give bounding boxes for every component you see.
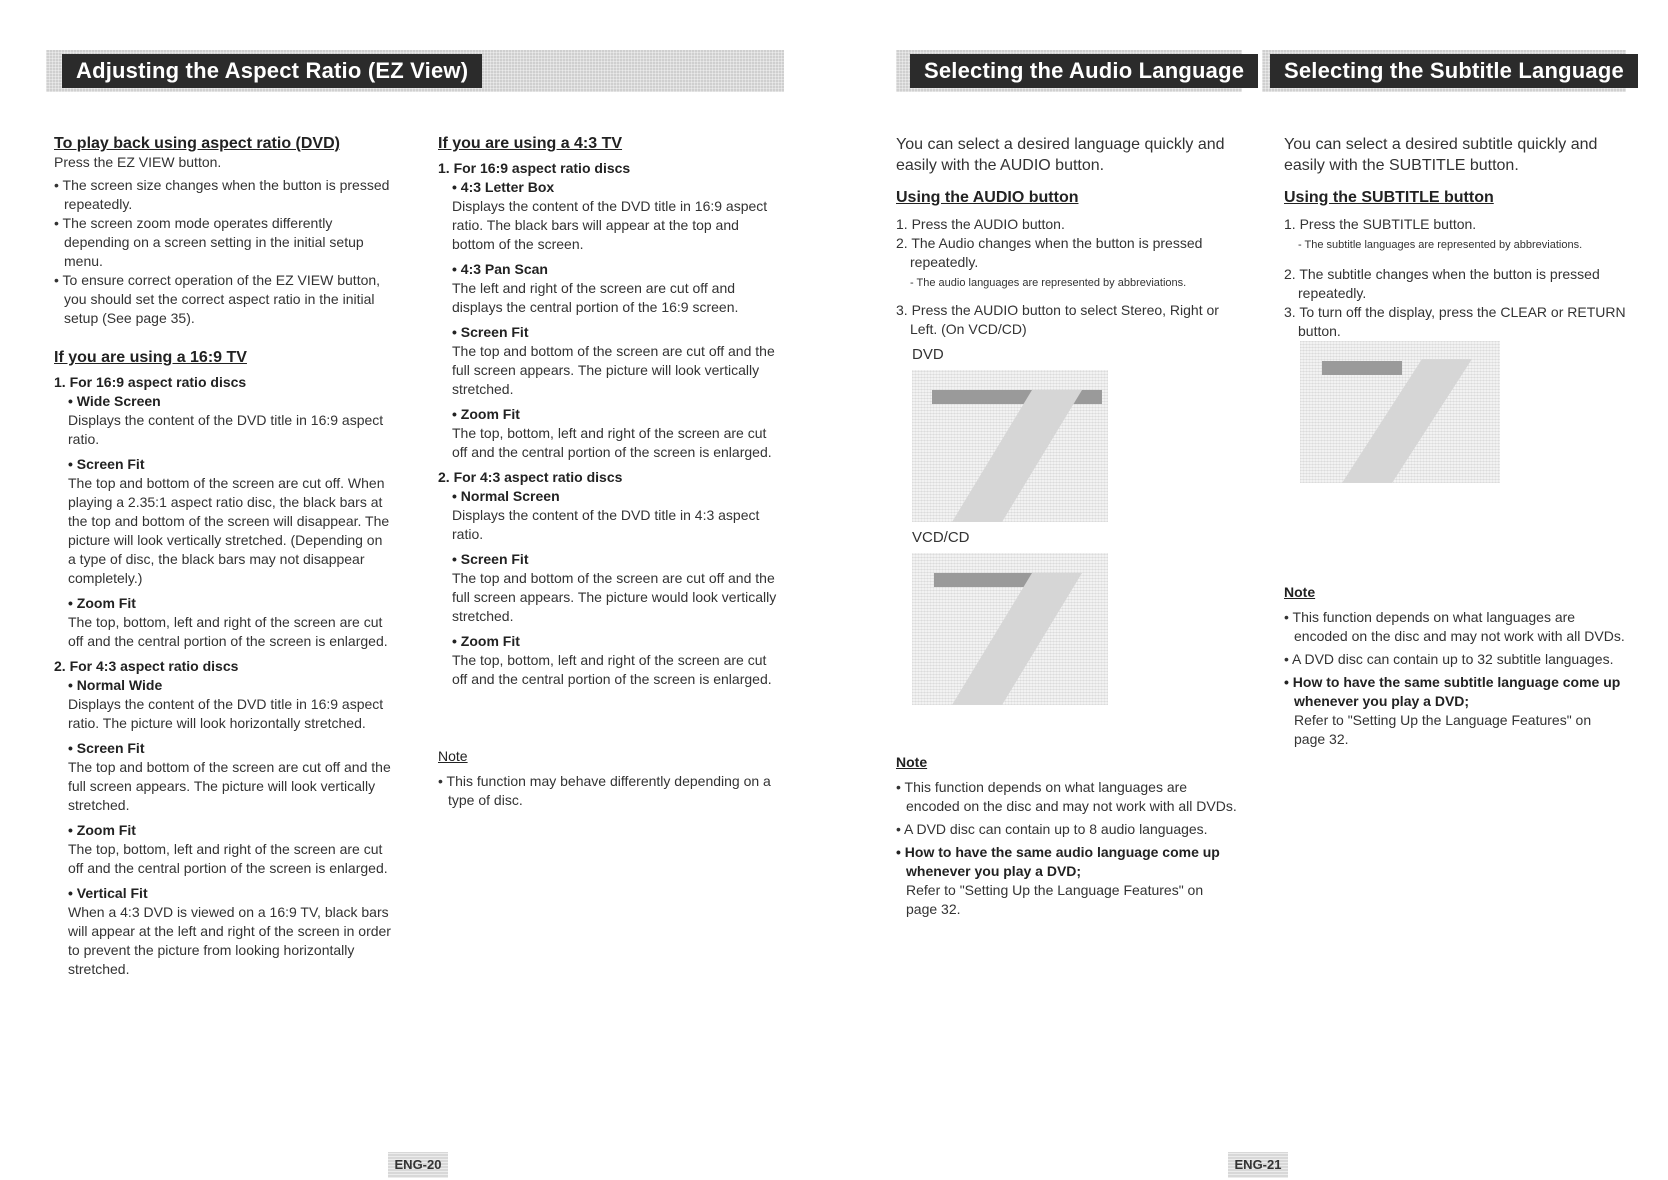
tv-43-title: If you are using a 4:3 TV — [438, 135, 623, 152]
note-subtitle — [1284, 583, 1626, 749]
bullet-2: • The screen zoom mode operates differently depending on a screen setting in the initial setup menu. — [54, 214, 394, 271]
option-pan-scan: • 4:3 Pan Scan The left and right of the screen are cut off and displays the central portion of the 16:9 screen. — [452, 260, 778, 317]
vcd-screen-image — [912, 553, 1108, 705]
subtitle-intro: You can select a desired subtitle quickly and easily with the SUBTITLE button. — [1284, 136, 1598, 174]
option-zoom-fit-c: • Zoom Fit The top, bottom, left and right of the screen are cut off and the central portion of the screen is enlarged. — [452, 632, 778, 689]
subtitle-note-1: • This function depends on what languages are encoded on the disc and may not work with all DVDs. — [1284, 608, 1626, 646]
tv-169-title: If you are using a 16:9 TV — [54, 349, 247, 366]
audio-note-3: • How to have the same audio language come up whenever you play a DVD; — [896, 843, 1238, 881]
option-vertical-fit: • Vertical Fit When a 4:3 DVD is viewed on a 16:9 TV, black bars will appear at the left and right of the screen in order to prevent the picture from looking horizontally stretched. — [68, 884, 394, 979]
column-subtitle — [1284, 134, 1626, 749]
audio-intro: You can select a desired language quickly and easily with the AUDIO button. — [896, 136, 1225, 174]
playback-title: To play back using aspect ratio (DVD) — [54, 135, 340, 152]
column-audio — [896, 134, 1238, 919]
audio-note-1: • This function depends on what languages are encoded on the disc and may not work with all DVDs. — [896, 778, 1238, 816]
option-normal-wide: • Normal Wide Displays the content of the DVD title in 16:9 aspect ratio. The picture will look horizontally stretched. — [68, 676, 394, 733]
s1-heading-43: 1. For 16:9 aspect ratio discs — [438, 160, 631, 176]
press-ezview: Press the EZ VIEW button. — [54, 154, 222, 170]
s2-heading: 2. For 4:3 aspect ratio discs — [54, 658, 239, 674]
option-zoom-fit-b: • Zoom Fit The top, bottom, left and right of the screen are cut off and the central portion of the screen is enlarged. — [452, 405, 778, 462]
subtitle-header-band — [1262, 50, 1626, 92]
audio-button-title: Using the AUDIO button — [896, 189, 1079, 206]
audio-step-2-note: - The audio languages are represented by abbreviations. — [910, 277, 1187, 289]
subtitle-note-title: Note — [1284, 584, 1316, 600]
option-zoom-fit: • Zoom Fit The top, bottom, left and right of the screen are cut off and the central portion of the screen is enlarged. — [68, 594, 394, 651]
dvd-screen-image — [912, 370, 1108, 522]
note-aspect — [438, 747, 778, 810]
audio-step-1: 1. Press the AUDIO button. — [896, 216, 1065, 232]
audio-header: Selecting the Audio Language — [910, 54, 1258, 88]
audio-step-3: 3. Press the AUDIO button to select Stereo, Right or Left. (On VCD/CD) — [896, 302, 1219, 337]
option-screen-fit-b: • Screen Fit The top and bottom of the screen are cut off and the full screen appears. The picture will look vertically stretched. — [452, 323, 778, 399]
vcd-cd-label: VCD/CD — [912, 529, 970, 546]
audio-header-band — [896, 50, 1245, 92]
note-text: • This function may behave differently depending on a type of disc. — [438, 772, 778, 810]
option-letter-box: • 4:3 Letter Box Displays the content of the DVD title in 16:9 aspect ratio. The black bars will appear at the top and bottom of the screen. — [452, 178, 778, 254]
column-aspect-43 — [438, 134, 778, 810]
subtitle-header: Selecting the Subtitle Language — [1270, 54, 1638, 88]
subtitle-note-2: • A DVD disc can contain up to 32 subtitle languages. — [1284, 650, 1626, 669]
bullet-1: • The screen size changes when the button is pressed repeatedly. — [54, 176, 394, 214]
audio-note-3-ref: Refer to "Setting Up the Language Features" on page 32. — [906, 882, 1204, 917]
dvd-screen-graphic — [912, 370, 1108, 522]
vcd-screen-graphic — [912, 553, 1108, 705]
subtitle-note-3-ref: Refer to "Setting Up the Language Features" on page 32. — [1294, 712, 1592, 747]
column-aspect-169 — [54, 134, 394, 985]
subtitle-step-1-note: - The subtitle languages are represented by abbreviations. — [1298, 239, 1583, 251]
audio-note-title: Note — [896, 754, 928, 770]
subtitle-screen-graphic — [1300, 341, 1500, 483]
audio-note-2: • A DVD disc can contain up to 8 audio languages. — [896, 820, 1238, 839]
note-audio — [896, 753, 1238, 919]
subtitle-screen-image — [1300, 341, 1500, 483]
s2-heading-43: 2. For 4:3 aspect ratio discs — [438, 469, 623, 485]
audio-step-2: 2. The Audio changes when the button is pressed repeatedly. - The audio languages are represented by abbreviations. — [896, 235, 1203, 289]
page-number-left: ENG-20 — [388, 1152, 448, 1178]
subtitle-step-1: 1. Press the SUBTITLE button. - The subtitle languages are represented by abbreviations. — [1284, 216, 1583, 251]
subtitle-note-3: • How to have the same subtitle language come up whenever you play a DVD; — [1284, 673, 1626, 711]
option-normal-screen: • Normal Screen Displays the content of the DVD title in 4:3 aspect ratio. — [452, 487, 778, 544]
option-screen-fit: • Screen Fit The top and bottom of the screen are cut off. When playing a 2.35:1 aspect ratio disc, the black bars at the top and bottom of the screen will disappear. The picture will look vertically stretched. (Depending on a type of disc, the black bars may not disappear completely.) — [68, 455, 394, 588]
option-wide-screen: • Wide Screen Displays the content of the DVD title in 16:9 aspect ratio. — [68, 392, 394, 449]
s1-heading: 1. For 16:9 aspect ratio discs — [54, 374, 247, 390]
option-zoom-fit-43: • Zoom Fit The top, bottom, left and right of the screen are cut off and the central portion of the screen is enlarged. — [68, 821, 394, 878]
page-number-right: ENG-21 — [1228, 1152, 1288, 1178]
aspect-ratio-header-band — [46, 50, 784, 92]
subtitle-step-2: 2. The subtitle changes when the button is pressed repeatedly. — [1284, 266, 1600, 301]
bullet-3: • To ensure correct operation of the EZ VIEW button, you should set the correct aspect ratio in the initial setup (See page 35). — [54, 271, 394, 328]
subtitle-button-title: Using the SUBTITLE button — [1284, 189, 1494, 206]
aspect-ratio-header: Adjusting the Aspect Ratio (EZ View) — [62, 54, 482, 88]
subtitle-step-3: 3. To turn off the display, press the CLEAR or RETURN button. — [1284, 304, 1626, 339]
option-screen-fit-c: • Screen Fit The top and bottom of the screen are cut off and the full screen appears. The picture would look vertically stretched. — [452, 550, 778, 626]
note-title: Note — [438, 748, 468, 764]
dvd-label: DVD — [912, 346, 944, 363]
option-screen-fit-43: • Screen Fit The top and bottom of the screen are cut off and the full screen appears. The picture will look vertically stretched. — [68, 739, 394, 815]
